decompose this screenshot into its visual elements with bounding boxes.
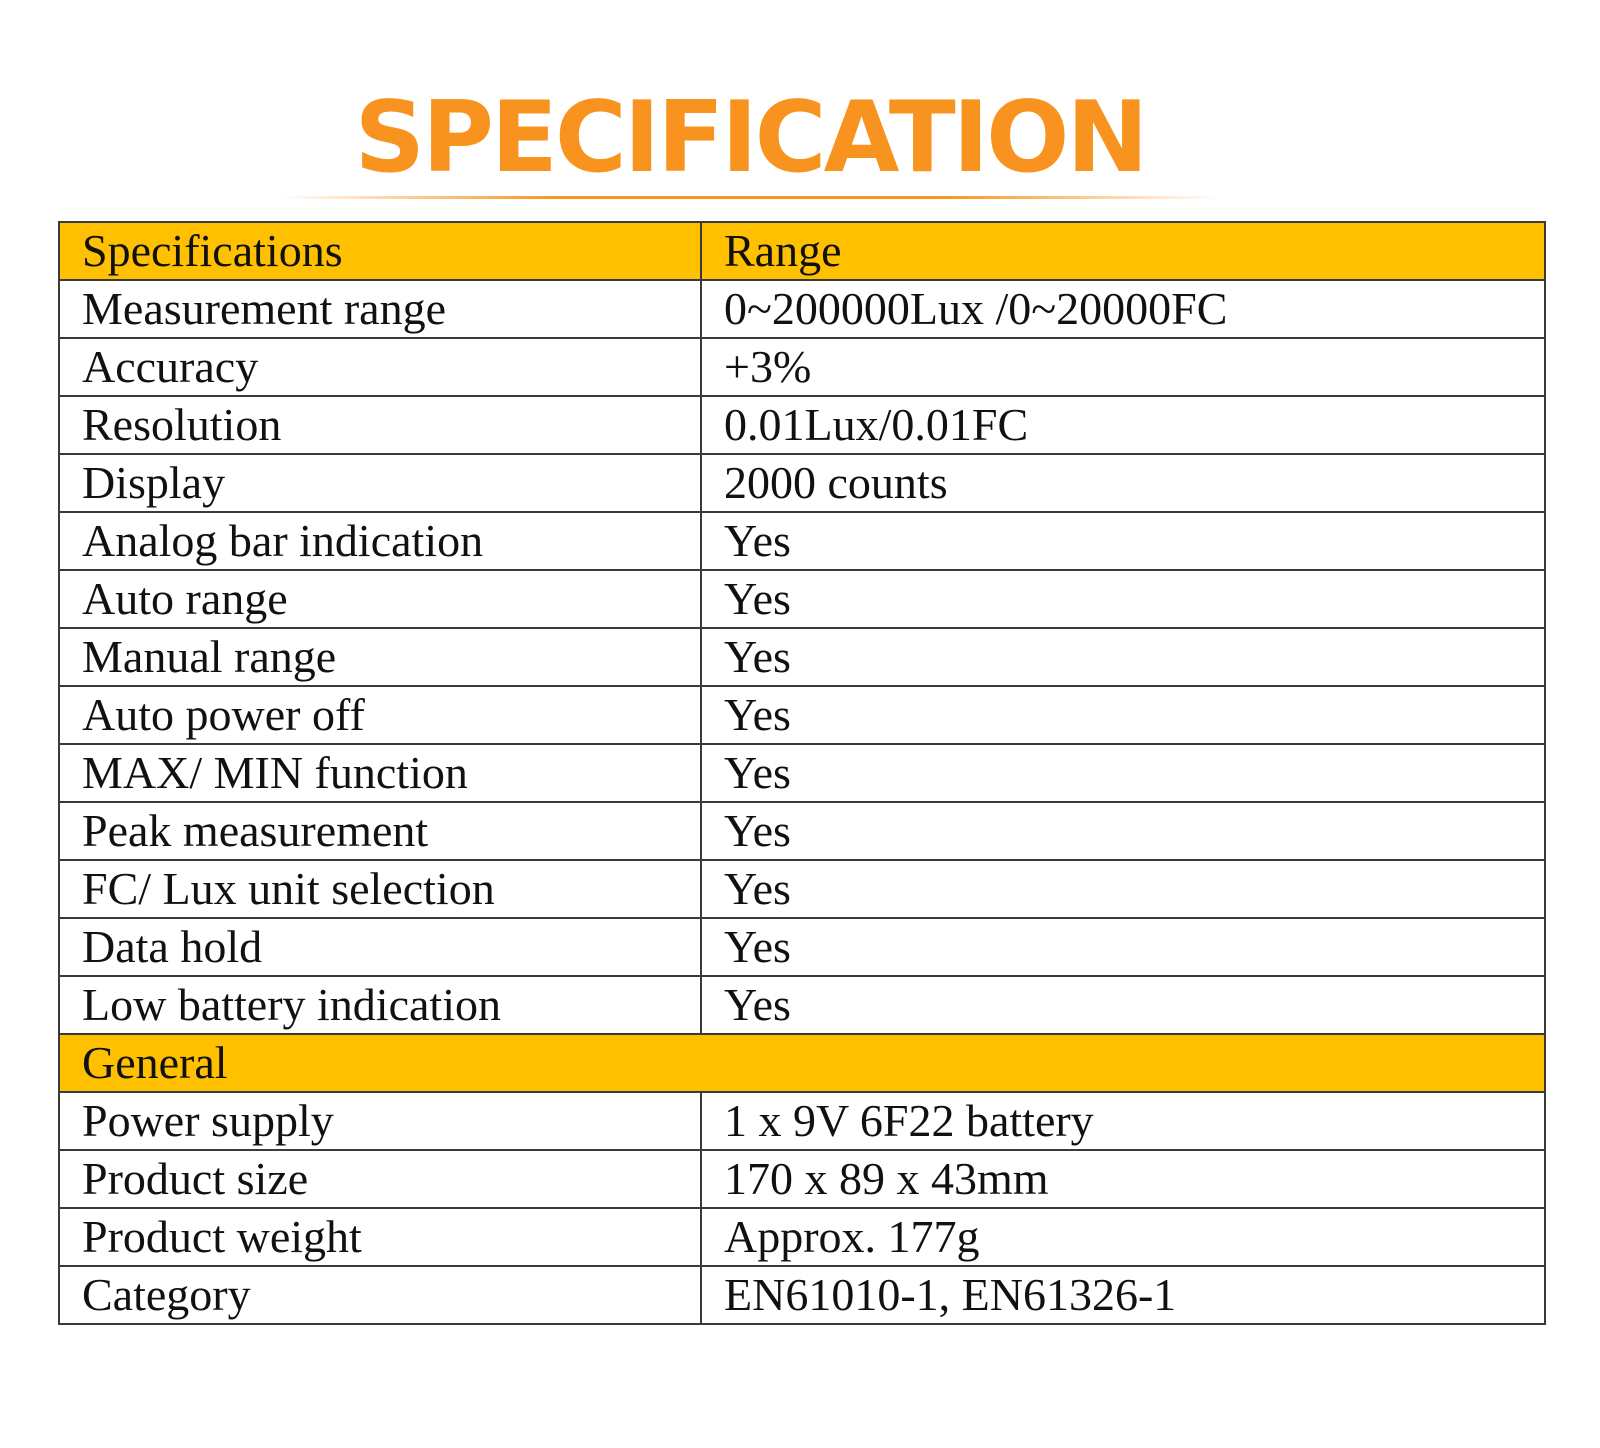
spec-name-cell: FC/ Lux unit selection	[59, 860, 701, 918]
spec-name-cell: Auto range	[59, 570, 701, 628]
general-section-header	[59, 1034, 1545, 1092]
table-row	[59, 628, 1545, 686]
spec-table	[58, 221, 1546, 1325]
spec-value-cell: Yes	[701, 570, 1545, 628]
spec-value-cell: Yes	[701, 802, 1545, 860]
spec-name-cell: Category	[59, 1266, 701, 1324]
spec-name-cell: Auto power off	[59, 686, 701, 744]
spec-name-cell: Measurement range	[59, 280, 701, 338]
table-row	[59, 918, 1545, 976]
spec-name-cell: Product weight	[59, 1208, 701, 1266]
spec-value-cell: Yes	[701, 512, 1545, 570]
spec-name-cell: MAX/ MIN function	[59, 744, 701, 802]
spec-name-cell: Manual range	[59, 628, 701, 686]
title-underline	[280, 196, 1220, 199]
page-title: SPECIFICATION	[354, 81, 1146, 195]
table-row	[59, 686, 1545, 744]
spec-name-cell: Resolution	[59, 396, 701, 454]
spec-name-cell: Analog bar indication	[59, 512, 701, 570]
table-row	[59, 1150, 1545, 1208]
spec-value-cell: +3%	[701, 338, 1545, 396]
table-row	[59, 744, 1545, 802]
spec-name-cell: Display	[59, 454, 701, 512]
spec-value-cell: Yes	[701, 744, 1545, 802]
spec-value-cell: 1 x 9V 6F22 battery	[701, 1092, 1545, 1150]
table-row	[59, 802, 1545, 860]
spec-name-cell: Power supply	[59, 1092, 701, 1150]
table-row	[59, 570, 1545, 628]
spec-name-cell: Peak measurement	[59, 802, 701, 860]
table-row	[59, 280, 1545, 338]
spec-value-cell: 170 x 89 x 43mm	[701, 1150, 1545, 1208]
table-row	[59, 338, 1545, 396]
spec-value-cell: Yes	[701, 686, 1545, 744]
spec-value-cell: 2000 counts	[701, 454, 1545, 512]
spec-value-cell: 0.01Lux/0.01FC	[701, 396, 1545, 454]
header-cell-specifications: Specifications	[59, 222, 701, 280]
spec-name-cell: Low battery indication	[59, 976, 701, 1034]
spec-value-cell: Approx. 177g	[701, 1208, 1545, 1266]
table-row	[59, 860, 1545, 918]
table-row	[59, 1208, 1545, 1266]
general-header-cell: General	[59, 1034, 1545, 1092]
table-row	[59, 512, 1545, 570]
spec-value-cell: Yes	[701, 628, 1545, 686]
spec-value-cell: Yes	[701, 918, 1545, 976]
spec-name-cell: Accuracy	[59, 338, 701, 396]
spec-value-cell: 0~200000Lux /0~20000FC	[701, 280, 1545, 338]
table-row	[59, 1092, 1545, 1150]
table-row	[59, 1266, 1545, 1324]
spec-value-cell: Yes	[701, 976, 1545, 1034]
header-cell-range: Range	[701, 222, 1545, 280]
table-header-row	[59, 222, 1545, 280]
spec-name-cell: Product size	[59, 1150, 701, 1208]
table-row	[59, 454, 1545, 512]
table-row	[59, 396, 1545, 454]
table-row	[59, 976, 1545, 1034]
spec-name-cell: Data hold	[59, 918, 701, 976]
spec-value-cell: Yes	[701, 860, 1545, 918]
spec-value-cell: EN61010-1, EN61326-1	[701, 1266, 1545, 1324]
